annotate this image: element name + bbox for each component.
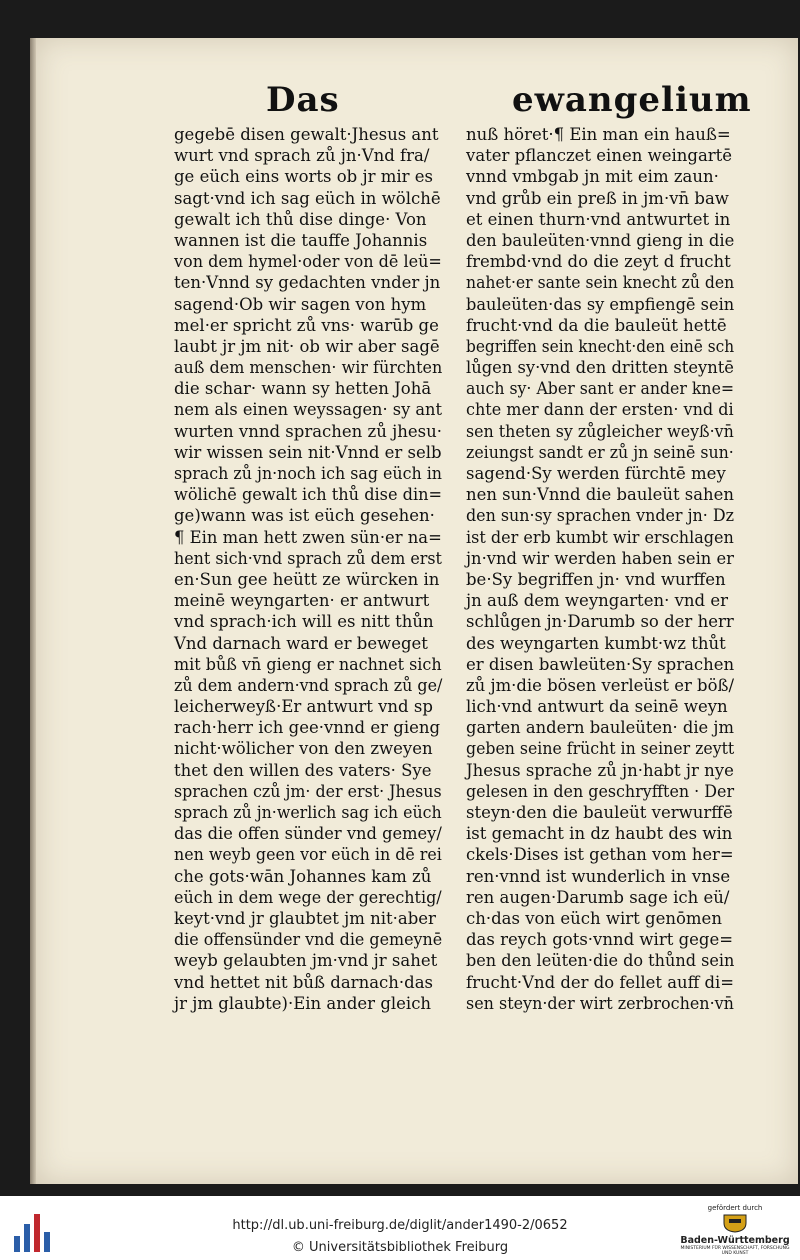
- text-line: leicherweyß·Er antwurt vnd sp: [174, 697, 433, 717]
- text-line: die offensünder vnd die gemeynē: [174, 930, 443, 950]
- right-text-column: [466, 124, 754, 1014]
- text-line: sprach zů jn·werlich sag ich eüch: [174, 803, 442, 822]
- text-line: den bauleüten·vnnd gieng in die: [466, 230, 735, 250]
- page-url[interactable]: http://dl.ub.uni-freiburg.de/diglit/ander1490-2/0652: [232, 1218, 568, 1233]
- text-line: zů jm·die bösen verleüst er böß/: [466, 675, 734, 695]
- text-line: wir wissen sein nit·Vnnd er selb: [174, 442, 442, 462]
- text-line: ¶ Ein man hett zwen sün·er na=: [174, 527, 442, 547]
- coat-of-arms-icon: [720, 1213, 750, 1233]
- text-line: nen weyb geen vor eüch in dē rei: [174, 845, 442, 865]
- text-line: ge eüch eins worts ob jr mir es: [174, 167, 434, 187]
- text-line: ist gemacht in dz haubt des win: [466, 824, 733, 844]
- text-line: vnd grůb ein preß in jm·vn̄ baw: [466, 188, 729, 208]
- text-line: wölichē gewalt ich thů dise din=: [174, 485, 443, 505]
- text-line: nuß höret·¶ Ein man ein hauß=: [466, 125, 731, 144]
- sponsor-ministry: MINISTERIUM FÜR WISSENSCHAFT, FORSCHUNG UND KUNST: [680, 1246, 790, 1256]
- text-line: jr jm glaubte)·Ein ander gleich: [174, 993, 432, 1013]
- text-line: wurten vnnd sprachen zů jhesu·: [174, 421, 442, 441]
- text-line: thet den willen des vaters· Sye: [174, 760, 432, 780]
- sponsor-name: Baden-Württemberg: [680, 1235, 790, 1246]
- text-line: sprachen czů jm· der erst· Jhesus: [174, 781, 442, 801]
- text-line: che gots·wān Johannes kam zů: [174, 866, 432, 886]
- text-line: von dem hymel·oder von dē leü=: [174, 252, 442, 272]
- sponsor-block: [676, 1202, 794, 1258]
- text-line: mel·er spricht zů vns· warūb ge: [174, 315, 439, 335]
- text-line: steyn·den die bauleüt verwurffē: [466, 803, 733, 822]
- text-line: ben den leüten·die do thůnd sein: [466, 951, 735, 971]
- text-line: ten·Vnnd sy gedachten vnder jn: [174, 273, 441, 293]
- text-line: garten andern bauleüten· die jm: [466, 718, 734, 738]
- text-line: die schar· wann sy hetten Johā: [174, 379, 432, 399]
- text-line: Vnd darnach ward er beweget: [174, 633, 428, 653]
- text-line: vnd sprach·ich will es nitt thůn: [174, 612, 434, 632]
- text-line: geben seine frücht in seiner zeytt: [466, 739, 735, 759]
- text-line: sen theten sy zůgleicher weyß·vn̄: [466, 421, 734, 441]
- text-line: ge)wann was ist eüch gesehen·: [174, 506, 435, 526]
- text-line: frucht·Vnd der do fellet auff di=: [466, 972, 735, 992]
- text-line: jn·vnd wir werden haben sein er: [466, 548, 734, 568]
- text-line: lich·vnd antwurt da seinē weyn: [466, 697, 728, 717]
- text-line: auß dem menschen· wir fürchten: [174, 358, 443, 378]
- text-line: gegebē disen gewalt·Jhesus ant: [174, 125, 439, 144]
- text-line: ren augen·Darumb sage ich eü/: [466, 887, 730, 907]
- text-line: nem als einen weyssagen· sy ant: [174, 400, 442, 420]
- text-line: er disen bawleüten·Sy sprachen: [466, 654, 735, 674]
- text-line: sagend·Ob wir sagen von hym: [174, 294, 427, 314]
- text-line: sagt·vnd ich sag eüch in wölchē: [174, 188, 441, 208]
- text-line: mit bůß vn̄ gieng er nachnet sich: [174, 654, 442, 674]
- text-line: sagend·Sy werden fürchtē mey: [466, 464, 726, 483]
- text-line: vnnd vmbgab jn mit eim zaun·: [466, 167, 719, 187]
- text-line: wannen ist die tauffe Johannis: [174, 230, 428, 250]
- heading-right: ewangelium: [512, 80, 752, 120]
- text-line: hent sich·vnd sprach zů dem erst: [174, 548, 442, 568]
- text-line: chte mer dann der ersten· vnd di: [466, 400, 734, 420]
- text-line: be·Sy begriffen jn· vnd wurffen: [466, 569, 726, 589]
- text-line: rach·herr ich gee·vnnd er gieng: [174, 718, 441, 738]
- text-line: nen sun·Vnnd die bauleüt sahen: [466, 485, 734, 505]
- text-line: vnd hettet nit bůß darnach·das: [174, 972, 434, 992]
- text-line: meinē weyngarten· er antwurt: [174, 591, 430, 611]
- text-line: Jhesus sprache zů jn·habt jr nye: [466, 760, 734, 780]
- text-line: jn auß dem weyngarten· vnd er: [466, 591, 728, 611]
- text-line: ckels·Dises ist gethan vom her=: [466, 845, 734, 865]
- text-line: nahet·er sante sein knecht zů den: [466, 273, 735, 293]
- text-line: vater pflanczet einen weingartē: [466, 146, 733, 166]
- text-line: gelesen in den geschryfften · Der: [466, 781, 735, 801]
- text-line: ch·das von eüch wirt genōmen: [466, 908, 722, 928]
- text-line: des weyngarten kumbt·wz thůt: [466, 633, 726, 653]
- text-line: keyt·vnd jr glaubtet jm nit·aber: [174, 908, 436, 928]
- text-line: laubt jr jm nit· ob wir aber sagē: [174, 336, 440, 356]
- sponsor-label: gefördert durch: [707, 1204, 763, 1212]
- text-line: auch sy· Aber sant er ander kne=: [466, 379, 735, 399]
- text-line: nicht·wölicher von den zweyen: [174, 739, 433, 759]
- text-line: sprach zů jn·noch ich sag eüch in: [174, 464, 443, 483]
- text-line: das reych gots·vnnd wirt gege=: [466, 930, 734, 950]
- text-line: frucht·vnd da die bauleüt hettē: [466, 315, 727, 335]
- text-line: ren·vnnd ist wunderlich in vnse: [466, 866, 731, 886]
- text-line: begriffen sein knecht·den einē sch: [466, 336, 735, 356]
- text-line: wurt vnd sprach zů jn·Vnd fra/: [174, 146, 430, 166]
- text-line: ist der erb kumbt wir erschlagen: [466, 527, 734, 547]
- text-line: bauleüten·das sy empfiengē sein: [466, 294, 735, 314]
- text-line: weyb gelaubten jm·vnd jr sahet: [174, 951, 438, 971]
- text-line: gewalt ich thů dise dinge· Von: [174, 209, 427, 229]
- left-text-column: [174, 124, 454, 1014]
- text-line: zů dem andern·vnd sprach zů ge/: [174, 675, 443, 695]
- text-line: et einen thurn·vnd antwurtet in: [466, 209, 731, 229]
- text-line: den sun·sy sprachen vnder jn· Dz: [466, 506, 735, 526]
- text-line: en·Sun gee heütt ze würcken in: [174, 569, 440, 589]
- copyright-notice: © Universitätsbibliothek Freiburg: [291, 1240, 509, 1255]
- text-line: eüch in dem wege der gerechtig/: [174, 887, 442, 907]
- text-line: lůgen sy·vnd den dritten steyntē: [466, 358, 734, 378]
- heading-left: Das: [266, 80, 340, 120]
- text-line: das die offen sünder vnd gemey/: [174, 824, 442, 844]
- text-line: schlůgen jn·Darumb so der herr: [466, 612, 734, 632]
- text-line: sen steyn·der wirt zerbrochen·vn̄: [466, 993, 734, 1013]
- text-line: zeiungst sandt er zů jn seinē sun·: [466, 442, 734, 462]
- text-line: frembd·vnd do die zeyt d frucht: [466, 252, 731, 272]
